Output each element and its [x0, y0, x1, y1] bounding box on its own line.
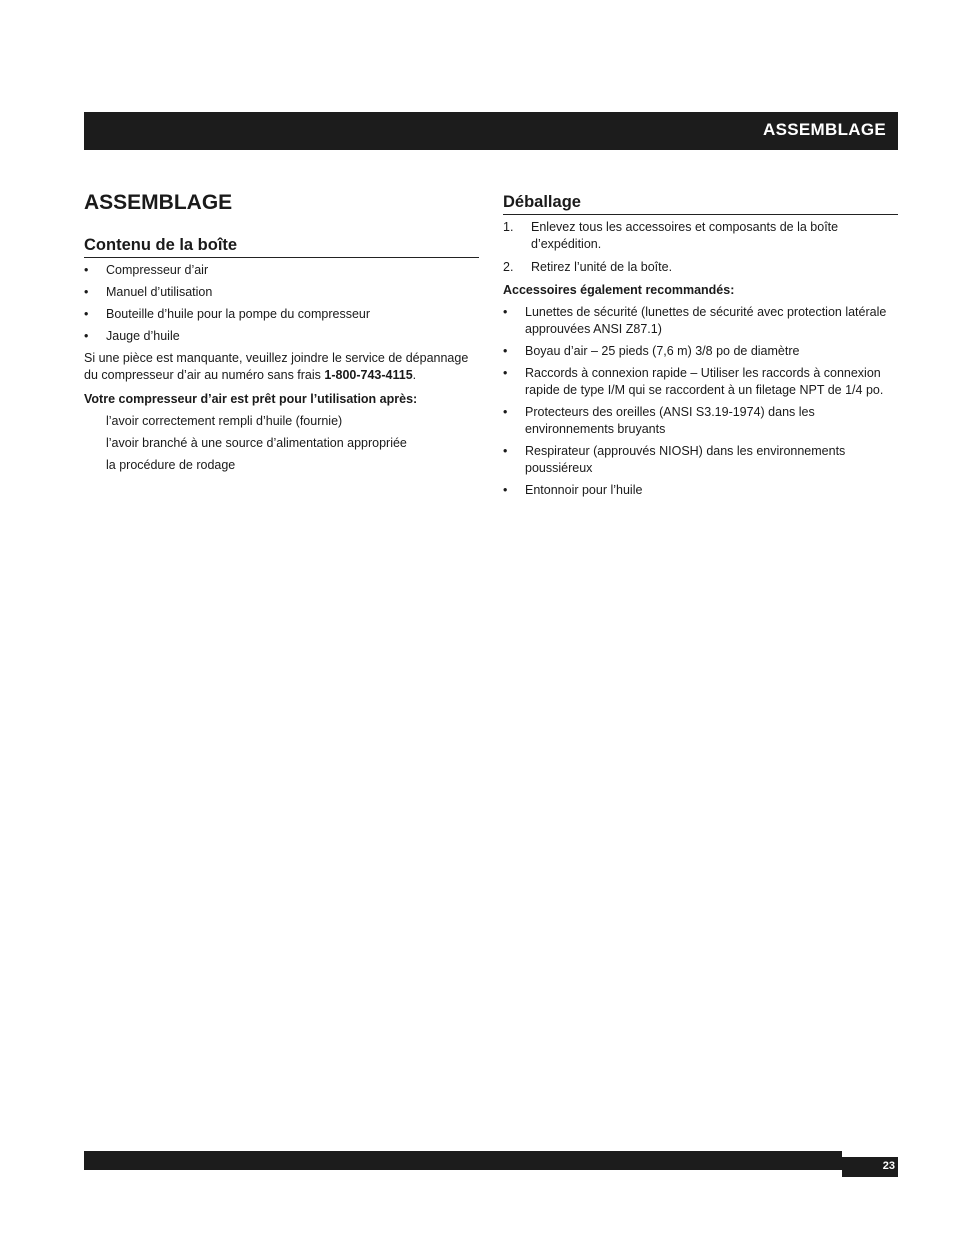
support-phone-number: 1-800-743-4115 [324, 368, 413, 382]
bullet-icon: • [503, 344, 508, 358]
list-item-text: Respirateur (approuvés NIOSH) dans les environnements poussiéreux [525, 444, 846, 475]
step-text: Retirez l’unité de la boîte. [531, 260, 673, 274]
bullet-icon: • [84, 285, 89, 299]
list-item [503, 482, 898, 499]
list-item-text: Boyau d’air – 25 pieds (7,6 m) 3/8 po de diamètre [525, 344, 800, 358]
ready-label: Votre compresseur d’air est prêt pour l’utilisation après: [84, 392, 418, 406]
list-item [503, 443, 898, 477]
list-item [84, 328, 479, 345]
list-item-text: Jauge d’huile [106, 329, 180, 343]
section-header-bar [84, 112, 898, 150]
step-number: 2. [503, 260, 514, 274]
list-item [84, 284, 479, 301]
page-number: 23 [882, 1160, 895, 1172]
contents-heading: Contenu de la boîte [84, 235, 479, 258]
bullet-icon: • [84, 263, 89, 277]
ready-conditions-list [84, 413, 479, 474]
missing-parts-text: Si une pièce est manquante, veuillez joindre le service de dépannage du compresseur d’air au numéro sans frais [84, 351, 469, 382]
step-item [503, 219, 898, 253]
unpacking-steps [503, 219, 898, 276]
step-item [503, 259, 898, 276]
accessories-list [503, 304, 898, 499]
step-number: 1. [503, 220, 514, 234]
bullet-icon: • [503, 444, 508, 458]
footer-bar [84, 1151, 842, 1170]
contents-list [84, 262, 479, 345]
list-item-text: Raccords à connexion rapide – Utiliser les raccords à connexion rapide de type I/M qui se raccordent à un filetage NPT de 1/4 po. [525, 366, 884, 397]
bullet-icon: • [84, 329, 89, 343]
missing-parts-end: . [412, 368, 417, 382]
list-item-text: Manuel d’utilisation [106, 285, 213, 299]
list-item [503, 404, 898, 438]
step-text: Enlevez tous les accessoires et composants de la boîte d’expédition. [531, 220, 839, 251]
list-item-text: Compresseur d’air [106, 263, 209, 277]
bullet-icon: • [503, 405, 508, 419]
list-item: l’avoir branché à une source d’alimentation appropriée [106, 436, 407, 450]
bullet-icon: • [84, 307, 89, 321]
list-item-text: Lunettes de sécurité (lunettes de sécurité avec protection latérale approuvées ANSI Z87.1) [525, 305, 887, 336]
list-item [84, 306, 479, 323]
list-item: la procédure de rodage [106, 458, 236, 472]
list-item [503, 304, 898, 338]
bullet-icon: • [503, 483, 508, 497]
list-item [84, 262, 479, 279]
list-item-text: Entonnoir pour l’huile [525, 483, 643, 497]
list-item [503, 343, 898, 360]
list-item: l’avoir correctement rempli d’huile (fournie) [106, 414, 343, 428]
list-item-text: Bouteille d’huile pour la pompe du compresseur [106, 307, 371, 321]
list-item [503, 365, 898, 399]
section-header-title: ASSEMBLAGE [763, 120, 886, 139]
right-column [503, 190, 898, 504]
bullet-icon: • [503, 366, 508, 380]
unpacking-heading: Déballage [503, 192, 898, 215]
left-column [84, 190, 479, 479]
list-item-text: Protecteurs des oreilles (ANSI S3.19-1974) dans les environnements bruyants [525, 405, 815, 436]
accessories-label: Accessoires également recommandés: [503, 283, 735, 297]
bullet-icon: • [503, 305, 508, 319]
page-title: ASSEMBLAGE [84, 191, 233, 214]
page-number-box [842, 1157, 898, 1177]
missing-parts-paragraph [84, 350, 479, 384]
